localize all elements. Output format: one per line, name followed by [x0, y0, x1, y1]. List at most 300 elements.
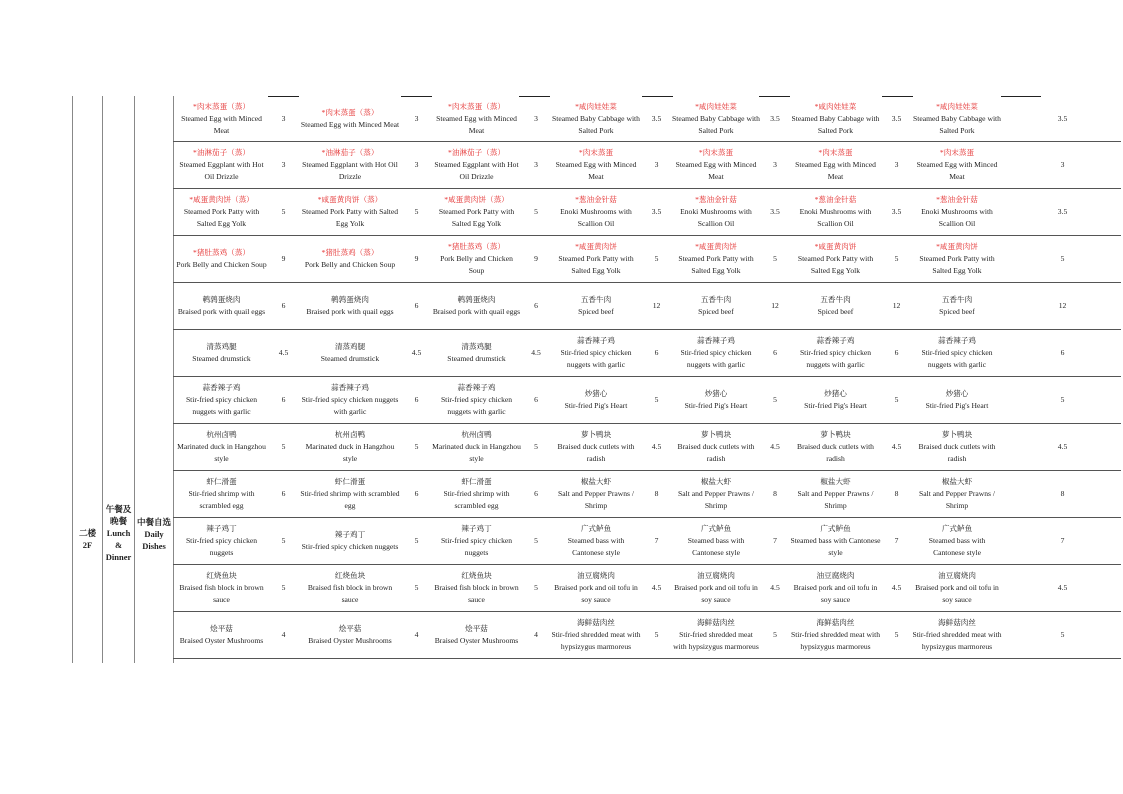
dish-name-cn: *咸蛋黄肉饼 — [575, 242, 617, 251]
dish-name-en: Steamed Eggplant with Hot Oil Drizzle — [179, 160, 264, 181]
dish-name-cn: 杭州卤鸭 — [206, 430, 237, 439]
category-label-cn: 中餐自选 — [136, 517, 171, 527]
dish-price: 4.5 — [1004, 424, 1121, 471]
dish-price: 5 — [762, 377, 788, 424]
table-row — [173, 377, 1121, 424]
dish-name-en: Steamed drumstick — [447, 354, 506, 363]
dish-name-cn: *葱油金针菇 — [814, 195, 857, 204]
dish-price: 5 — [643, 612, 670, 659]
dish-name-cn: 清蒸鸡腿 — [461, 342, 492, 351]
dish-price: 5 — [1004, 377, 1121, 424]
dish-name-cn: *咸肉娃娃菜 — [695, 101, 737, 111]
menu-item — [788, 377, 883, 424]
dish-price: 5 — [1004, 236, 1121, 283]
meal-label-cn: 午餐及晚餐 — [105, 504, 132, 526]
table-row — [173, 96, 1121, 142]
dish-price: 3 — [403, 142, 430, 189]
dish-name-cn: 虾仁滑蛋 — [461, 477, 492, 486]
dish-price: 6 — [523, 377, 549, 424]
menu-item — [430, 612, 523, 659]
dish-name-cn: 海鲜菇肉丝 — [697, 618, 735, 627]
dish-name-cn: *葱油金针菇 — [936, 195, 978, 204]
dish-name-en: Steamed Egg with Minced Meat — [795, 160, 876, 181]
dish-name-en: Pork Belly and Chicken Soup — [304, 260, 396, 269]
menu-item — [788, 142, 883, 189]
menu-item — [788, 283, 883, 330]
menu-item — [173, 189, 270, 236]
dish-name-cn: 油豆腐烧肉 — [577, 571, 615, 580]
dish-name-en: Steamed Pork Patty with Salted Egg Yolk — [558, 254, 634, 275]
dish-price: 5 — [883, 612, 910, 659]
dish-name-en: Steamed Baby Cabbage with Salted Pork — [552, 113, 640, 135]
dish-name-en: Braised duck cutlets with radish — [918, 442, 996, 463]
dish-price: 8 — [1004, 471, 1121, 518]
dish-price: 4.5 — [883, 424, 910, 471]
meal-label-en-2: & — [114, 540, 123, 550]
dish-price: 6 — [270, 471, 297, 518]
dish-name-cn: *肉末蒸蛋 — [818, 148, 853, 157]
menu-item — [173, 565, 270, 612]
table-row — [173, 189, 1121, 236]
dish-price: 8 — [643, 471, 670, 518]
dish-name-en: Stir-fried shredded meat with hypsizygus marmoreus — [912, 630, 1002, 651]
dish-price: 3 — [762, 142, 788, 189]
dish-name-en: Stir-fried spicy chicken nuggets with garlic — [185, 395, 258, 416]
dish-name-cn: 五香牛肉 — [820, 295, 851, 304]
menu-item — [430, 518, 523, 565]
dish-name-en: Stir-fried Pig's Heart — [804, 401, 867, 410]
menu-item — [430, 283, 523, 330]
dish-name-en: Steamed Egg with Minced Meat — [916, 160, 998, 181]
dish-name-en: Braised pork and oil tofu in soy sauce — [674, 583, 758, 604]
dish-name-en: Braised pork and oil tofu in soy sauce — [793, 583, 878, 604]
menu-item — [173, 471, 270, 518]
dish-name-en: Steamed drumstick — [192, 354, 251, 363]
dish-name-cn: 五香牛肉 — [580, 295, 612, 304]
dish-name-cn: 蒜香辣子鸡 — [457, 383, 496, 392]
menu-item — [549, 471, 643, 518]
menu-item — [173, 330, 270, 377]
dish-name-cn: 蒜香辣子鸡 — [331, 383, 369, 392]
dish-price: 3 — [270, 142, 297, 189]
dish-price: 4.5 — [1004, 565, 1121, 612]
dish-price: 4 — [403, 612, 430, 659]
dish-name-en: Marinated duck in Hangzhou style — [177, 442, 266, 463]
category-label-en-1: Daily — [144, 529, 164, 539]
dish-name-cn: *猪肚蒸鸡（蒸） — [448, 242, 505, 251]
menu-item — [670, 96, 762, 142]
dish-name-cn: 辣子鸡丁 — [334, 530, 366, 539]
dish-name-en: Steamed Baby Cabbage with Salted Pork — [913, 113, 1001, 135]
menu-item — [430, 236, 523, 283]
menu-item — [173, 96, 270, 142]
menu-item — [549, 96, 643, 142]
dish-name-cn: 蒜香辣子鸡 — [202, 383, 241, 392]
table-row — [173, 565, 1121, 612]
menu-item — [788, 236, 883, 283]
dish-name-en: Braised duck cutlets with radish — [677, 442, 755, 463]
dish-name-en: Stir-fried spicy chicken nuggets with garlic — [921, 348, 993, 369]
dish-name-cn: 椒盐大虾 — [700, 477, 732, 486]
dish-price: 6 — [762, 330, 788, 377]
dish-name-en: Steamed Pork Patty with Salted Egg Yolk — [919, 254, 995, 275]
menu-item — [297, 612, 403, 659]
menu-item — [549, 236, 643, 283]
dish-price: 3 — [270, 96, 297, 142]
dish-name-en: Steamed Pork Patty with Salted Egg Yolk — [797, 254, 874, 275]
menu-item — [910, 565, 1004, 612]
dish-name-cn: *咸蛋黄肉饼 — [814, 242, 857, 251]
dish-price: 5 — [270, 424, 297, 471]
dish-name-cn: 萝卜鸭块 — [700, 430, 732, 439]
dish-name-en: Braised pork with quail eggs — [306, 307, 394, 316]
dish-name-cn: 炒猪心 — [584, 389, 608, 398]
dish-name-en: Steamed Egg with Minced Meat — [675, 160, 757, 181]
menu-item — [670, 518, 762, 565]
dish-name-cn: 椒盐大虾 — [941, 477, 973, 486]
dish-name-cn: *咸蛋黄肉饼 — [695, 242, 737, 251]
dish-name-en: Braised Oyster Mushrooms — [308, 636, 392, 645]
dish-name-cn: 清蒸鸡腿 — [334, 342, 366, 351]
dish-name-en: Steamed Eggplant with Hot Oil Drizzle — [434, 160, 519, 181]
dish-price: 5 — [762, 236, 788, 283]
dish-name-en: Stir-fried spicy chicken nuggets — [185, 536, 258, 557]
dish-name-en: Pork Belly and Chicken Soup — [440, 254, 513, 275]
category-label — [134, 516, 174, 552]
dish-name-cn: 海鲜菇肉丝 — [577, 618, 615, 627]
dish-price: 4 — [270, 612, 297, 659]
menu-item — [297, 424, 403, 471]
menu-item — [788, 424, 883, 471]
menu-item — [297, 142, 403, 189]
dish-price: 4.5 — [762, 565, 788, 612]
dish-price: 5 — [403, 565, 430, 612]
menu-item — [549, 518, 643, 565]
dish-name-cn: 鹌鹑蛋烧肉 — [457, 295, 496, 304]
dish-name-en: Enoki Mushrooms with Scallion Oil — [799, 207, 872, 228]
menu-item — [173, 236, 270, 283]
menu-item — [670, 471, 762, 518]
menu-item — [549, 142, 643, 189]
dish-name-cn: 炒猪心 — [824, 389, 847, 398]
menu-item — [670, 189, 762, 236]
dish-name-cn: *肉末蒸蛋 — [698, 148, 734, 157]
dish-name-en: Steamed Egg with Minced Meat — [300, 119, 400, 129]
dish-name-en: Spiced beef — [698, 307, 734, 316]
dish-price: 3.5 — [762, 96, 788, 142]
dish-name-en: Braised Oyster Mushrooms — [434, 636, 519, 645]
menu-item — [788, 471, 883, 518]
dish-name-en: Braised fish block in brown sauce — [179, 583, 264, 604]
dish-name-en: Stir-fried shrimp with scrambled egg — [443, 489, 510, 510]
dish-name-en: Steamed Pork Patty with Salted Egg Yolk — [678, 254, 754, 275]
dish-name-en: Stir-fried shredded meat with hypsizygus marmoreus — [673, 630, 759, 651]
dish-name-cn: *猪肚蒸鸡（蒸） — [321, 248, 379, 257]
menu-item — [670, 236, 762, 283]
menu-item — [788, 330, 883, 377]
dish-price: 7 — [1004, 518, 1121, 565]
floor-label-en: 2F — [82, 540, 93, 550]
dish-price: 7 — [883, 518, 910, 565]
dish-name-cn: 烩平菇 — [210, 624, 233, 633]
dish-name-en: Stir-fried shrimp with scrambled egg — [188, 489, 255, 510]
dish-name-cn: 广式鲈鱼 — [820, 524, 851, 533]
dish-name-cn: 清蒸鸡腿 — [206, 342, 237, 351]
dish-price: 6 — [270, 377, 297, 424]
menu-item — [670, 377, 762, 424]
table-row — [173, 283, 1121, 330]
dish-name-en: Stir-fried spicy chicken nuggets with garlic — [440, 395, 513, 416]
dish-name-cn: *肉末蒸蛋（蒸） — [448, 101, 505, 111]
dish-name-en: Braised fish block in brown sauce — [434, 583, 519, 604]
dish-name-en: Enoki Mushrooms with Scallion Oil — [560, 207, 632, 228]
menu-item — [788, 565, 883, 612]
table-row — [173, 424, 1121, 471]
menu-item — [549, 377, 643, 424]
dish-name-cn: 海鲜菇肉丝 — [816, 618, 855, 627]
dish-price: 8 — [762, 471, 788, 518]
dish-name-en: Stir-fried spicy chicken nuggets — [301, 542, 399, 551]
table-row — [173, 236, 1121, 283]
dish-name-en: Braised pork with quail eggs — [177, 307, 266, 316]
dish-name-en: Stir-fried Pig's Heart — [684, 401, 748, 410]
dish-price: 12 — [1004, 283, 1121, 330]
menu-item — [430, 142, 523, 189]
dish-price: 3.5 — [762, 189, 788, 236]
menu-item — [788, 612, 883, 659]
menu-item — [430, 471, 523, 518]
dish-price: 5 — [523, 518, 549, 565]
dish-price: 6 — [403, 471, 430, 518]
dish-name-en: Stir-fried shrimp with scrambled egg — [300, 489, 400, 510]
menu-item — [297, 471, 403, 518]
dish-price: 3.5 — [643, 189, 670, 236]
dish-name-cn: *油淋茄子（蒸） — [321, 148, 379, 157]
table-row — [173, 142, 1121, 189]
dish-name-en: Steamed Pork Patty with Salted Egg Yolk — [183, 207, 260, 228]
menu-item — [173, 612, 270, 659]
dish-price: 5 — [270, 189, 297, 236]
dish-price: 5 — [1004, 612, 1121, 659]
menu-item — [910, 283, 1004, 330]
floor-label — [73, 527, 102, 551]
meal-label — [103, 503, 134, 563]
dish-price: 8 — [883, 471, 910, 518]
dish-name-en: Steamed Pork Patty with Salted Egg Yolk — [438, 207, 515, 228]
category-label-en-2: Dishes — [142, 541, 166, 551]
dish-name-en: Marinated duck in Hangzhou style — [305, 442, 395, 463]
dish-price: 12 — [643, 283, 670, 330]
dish-price: 6 — [403, 377, 430, 424]
menu-item — [910, 612, 1004, 659]
dish-name-en: Spiced beef — [817, 307, 854, 316]
dish-name-cn: *肉末蒸蛋 — [939, 148, 975, 157]
dish-price: 5 — [523, 565, 549, 612]
menu-item — [910, 189, 1004, 236]
dish-price: 5 — [403, 424, 430, 471]
dish-name-cn: *肉末蒸蛋（蒸） — [321, 107, 379, 117]
menu-item — [788, 518, 883, 565]
dish-price: 4.5 — [523, 330, 549, 377]
dish-name-cn: *咸蛋黄肉饼（蒸） — [317, 195, 383, 204]
table-row — [173, 471, 1121, 518]
menu-item — [549, 565, 643, 612]
dish-name-en: Stir-fried spicy chicken nuggets with garlic — [301, 395, 399, 416]
dish-name-en: Steamed bass with Cantonese style — [567, 536, 625, 557]
dish-price: 5 — [403, 518, 430, 565]
menu-item — [910, 236, 1004, 283]
dish-name-en: Stir-fried Pig's Heart — [564, 401, 628, 410]
dish-name-cn: 辣子鸡丁 — [206, 524, 237, 533]
table-row — [173, 330, 1121, 377]
dish-price: 6 — [1004, 330, 1121, 377]
dish-name-cn: 萝卜鸭块 — [941, 430, 973, 439]
dish-price: 9 — [270, 236, 297, 283]
dish-price: 6 — [643, 330, 670, 377]
floor-label-cn: 二楼 — [78, 528, 96, 538]
menu-item — [173, 142, 270, 189]
divider-line — [72, 96, 73, 663]
dish-name-en: Marinated duck in Hangzhou style — [432, 442, 521, 463]
menu-item — [297, 283, 403, 330]
dish-name-cn: 鹌鹑蛋烧肉 — [202, 295, 241, 304]
meal-label-en-3: Dinner — [105, 552, 132, 562]
menu-item — [788, 189, 883, 236]
menu-item — [910, 518, 1004, 565]
dish-price: 6 — [270, 283, 297, 330]
menu-item — [430, 565, 523, 612]
dish-name-en: Steamed drumstick — [320, 354, 380, 363]
dish-name-cn: *咸肉娃娃菜 — [936, 101, 978, 111]
dish-name-en: Salt and Pepper Prawns / Shrimp — [797, 489, 874, 510]
dish-price: 12 — [762, 283, 788, 330]
dish-name-en: Steamed Baby Cabbage with Salted Pork — [791, 113, 880, 135]
menu-item — [297, 96, 403, 142]
dish-name-cn: 红烧鱼块 — [334, 571, 366, 580]
dish-price: 3.5 — [1004, 96, 1121, 142]
dish-name-en: Steamed bass with Cantonese style — [687, 536, 745, 557]
menu-item — [670, 424, 762, 471]
menu-item — [910, 471, 1004, 518]
dish-name-cn: *咸蛋黄肉饼（蒸） — [189, 195, 254, 204]
dish-price: 4.5 — [643, 565, 670, 612]
dish-price: 4.5 — [270, 330, 297, 377]
dish-name-en: Stir-fried Pig's Heart — [925, 401, 989, 410]
dish-name-cn: 椒盐大虾 — [580, 477, 612, 486]
dish-name-en: Pork Belly and Chicken Soup — [176, 260, 267, 269]
dish-name-en: Braised duck cutlets with radish — [797, 442, 874, 463]
dish-name-cn: 蒜香辣子鸡 — [938, 336, 976, 345]
dish-price: 5 — [523, 189, 549, 236]
menu-item — [549, 330, 643, 377]
dish-name-cn: *咸蛋黄肉饼（蒸） — [444, 195, 509, 204]
dish-name-cn: 蒜香辣子鸡 — [577, 336, 615, 345]
menu-item — [910, 142, 1004, 189]
menu-item — [430, 330, 523, 377]
dish-price: 3.5 — [1004, 189, 1121, 236]
dish-name-en: Enoki Mushrooms with Scallion Oil — [921, 207, 993, 228]
dish-name-cn: 红烧鱼块 — [461, 571, 492, 580]
dish-price: 9 — [403, 236, 430, 283]
dish-name-en: Stir-fried spicy chicken nuggets with garlic — [680, 348, 752, 369]
menu-item — [430, 189, 523, 236]
menu-item — [430, 424, 523, 471]
dish-name-cn: *咸肉娃娃菜 — [575, 101, 617, 111]
dish-name-cn: 油豆腐烧肉 — [816, 571, 855, 580]
dish-name-cn: 萝卜鸭块 — [580, 430, 612, 439]
dish-price: 3 — [403, 96, 430, 142]
dish-name-cn: *油淋茄子（蒸） — [448, 148, 505, 157]
dish-name-en: Steamed Egg with Minced Meat — [181, 113, 262, 135]
dish-name-en: Stir-fried spicy chicken nuggets — [440, 536, 513, 557]
menu-item — [910, 377, 1004, 424]
dish-name-en: Spiced beef — [939, 307, 975, 316]
dish-name-en: Salt and Pepper Prawns / Shrimp — [678, 489, 754, 510]
menu-item — [297, 377, 403, 424]
dish-price: 3 — [523, 96, 549, 142]
dish-price: 5 — [643, 236, 670, 283]
dish-price: 4.5 — [403, 330, 430, 377]
dish-price: 3.5 — [643, 96, 670, 142]
dish-name-cn: 炒猪心 — [704, 389, 728, 398]
menu-item — [297, 518, 403, 565]
divider-line — [102, 96, 103, 663]
dish-name-cn: 炒猪心 — [945, 389, 969, 398]
menu-item — [173, 518, 270, 565]
dish-name-cn: 杭州卤鸭 — [461, 430, 492, 439]
menu-item — [788, 96, 883, 142]
dish-name-cn: 红烧鱼块 — [206, 571, 237, 580]
dish-name-cn: 五香牛肉 — [941, 295, 973, 304]
menu-item — [173, 283, 270, 330]
dish-price: 3 — [883, 142, 910, 189]
dish-price: 4.5 — [883, 565, 910, 612]
dish-name-cn: *葱油金针菇 — [695, 195, 737, 204]
dish-name-cn: 萝卜鸭块 — [820, 430, 851, 439]
dish-price: 12 — [883, 283, 910, 330]
menu-item — [670, 142, 762, 189]
dish-name-en: Steamed Egg with Minced Meat — [436, 113, 517, 135]
meal-label-en-1: Lunch — [106, 528, 131, 538]
dish-name-cn: *油淋茄子（蒸） — [193, 148, 250, 157]
menu-item — [549, 283, 643, 330]
dish-name-en: Spiced beef — [578, 307, 614, 316]
dish-price: 5 — [762, 612, 788, 659]
dish-price: 3 — [643, 142, 670, 189]
dish-price: 6 — [403, 283, 430, 330]
dish-price: 9 — [523, 236, 549, 283]
dish-price: 4.5 — [643, 424, 670, 471]
dish-price: 6 — [883, 330, 910, 377]
dish-name-en: Braised pork with quail eggs — [432, 307, 521, 316]
dish-name-cn: *葱油金针菇 — [575, 195, 617, 204]
dish-name-en: Braised pork and oil tofu in soy sauce — [915, 583, 999, 604]
dish-name-en: Steamed Pork Patty with Salted Egg Yolk — [301, 207, 399, 228]
dish-price: 3 — [1004, 142, 1121, 189]
dish-name-en: Braised pork and oil tofu in soy sauce — [554, 583, 638, 604]
dish-name-en: Stir-fried spicy chicken nuggets with garlic — [560, 348, 632, 369]
dish-name-cn: 广式鲈鱼 — [700, 524, 732, 533]
menu-item — [297, 236, 403, 283]
table-row — [173, 518, 1121, 565]
menu-item — [549, 612, 643, 659]
dish-price: 5 — [270, 565, 297, 612]
menu-item — [430, 377, 523, 424]
dish-name-cn: 五香牛肉 — [700, 295, 732, 304]
dish-price: 5 — [403, 189, 430, 236]
dish-price: 5 — [270, 518, 297, 565]
dish-name-en: Steamed Egg with Minced Meat — [555, 160, 637, 181]
